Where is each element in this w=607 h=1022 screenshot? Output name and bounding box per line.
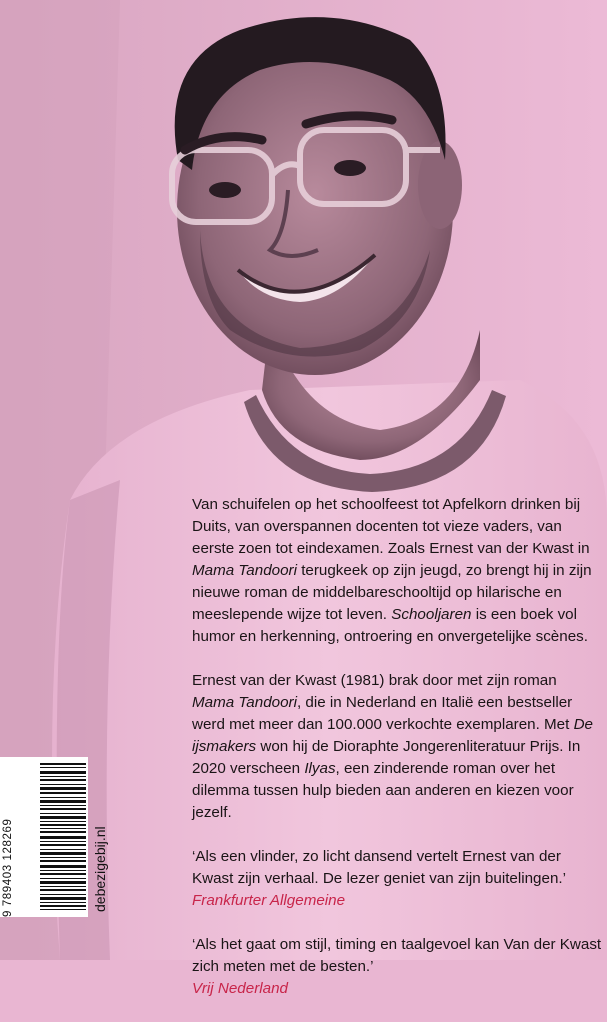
title-mama-tandoori: Mama Tandoori [192, 694, 297, 711]
back-cover-blurb [192, 494, 602, 1022]
review-quote-1 [192, 846, 602, 912]
title-mama-tandoori: Mama Tandoori [192, 562, 297, 579]
isbn-barcode [40, 757, 86, 917]
synopsis-text: Van schuifelen op het schoolfeest tot Apfelkorn drinken bij Duits, van overspannen docenten tot vieze vaders, van eerste zoen tot eindexamen. Zoals Ernest van der Kwast in [192, 496, 590, 557]
bio-text: won hij de Dioraphte Jongerenliteratuur Prijs. In 2020 verscheen [192, 738, 581, 777]
publisher-url: debezigebij.nl [92, 826, 108, 912]
isbn-number: 9 789403 128269 [2, 818, 14, 917]
title-ilyas: Ilyas [304, 760, 336, 777]
title-schooljaren: Schooljaren [391, 606, 472, 623]
quote-text: ‘Als een vlinder, zo licht dansend vertelt Ernest van der Kwast zijn verhaal. De lezer geniet van zijn buitelingen.’ [192, 848, 566, 887]
title-de-ijsmakers: De ijsmakers [192, 716, 593, 755]
author-bio-paragraph [192, 670, 602, 824]
bio-text: , een zinderende roman over het dilemma tussen hulp bieden aan anderen en kiezen voor jezelf. [192, 760, 574, 821]
bio-text: , die in Nederland en Italië een bestseller werd met meer dan 100.000 verkochte exemplaren. Met [192, 694, 574, 733]
quote-source: Frankfurter Allgemeine [192, 892, 346, 909]
review-quote-2 [192, 934, 602, 1000]
synopsis-paragraph [192, 494, 602, 648]
synopsis-text: terugkeek op zijn jeugd, zo brengt hij in zijn nieuwe roman de middelbareschooltijd op hilarische en meeslepende wijze tot leven. [192, 562, 592, 623]
synopsis-text: is een boek vol humor en herkenning, ontroering en onvergetelijke scènes. [192, 606, 588, 645]
bio-text: Ernest van der Kwast (1981) brak door met zijn roman [192, 672, 557, 689]
quote-text: ‘Als het gaat om stijl, timing en taalgevoel kan Van der Kwast zich meten met de besten.’ [192, 936, 602, 975]
quote-source: Vrij Nederland [192, 980, 288, 997]
